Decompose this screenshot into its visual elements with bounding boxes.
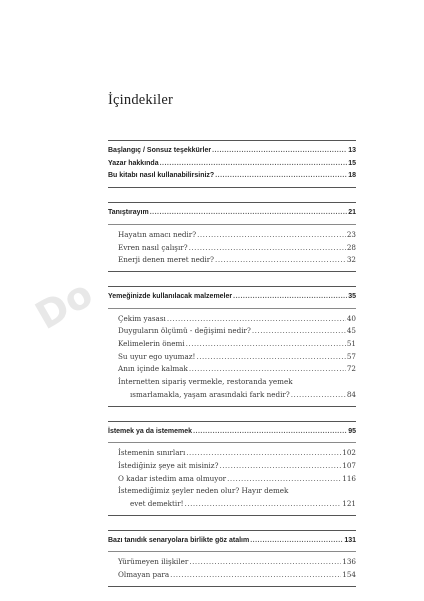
toc-subentry[interactable] [108, 338, 356, 351]
toc-entry-text: İstemenin sınırları [118, 448, 186, 458]
toc-page-number: 32 [346, 255, 356, 265]
toc-subentry[interactable] [108, 485, 356, 498]
toc-page-number: 13 [348, 147, 356, 154]
dot-leader [252, 325, 346, 338]
dot-leader [170, 569, 341, 582]
toc-entry-text: Anın içinde kalmak [118, 364, 188, 374]
toc-chapter[interactable] [108, 170, 356, 183]
toc-entry-text: Olmayan para [118, 570, 170, 580]
toc-page-number: 116 [342, 473, 356, 483]
dot-leader [212, 145, 347, 158]
toc-page-number: 23 [346, 229, 356, 239]
dot-leader [167, 313, 346, 326]
toc-entry-text: Duyguların ölçümü - değişimi nedir? [118, 326, 251, 336]
toc-page-number: 154 [342, 570, 356, 580]
toc-page-number: 136 [342, 557, 356, 567]
toc-subentry[interactable] [108, 460, 356, 473]
toc-entry-text: Hayatın amacı nedir? [118, 229, 197, 239]
toc-entry-text: Çekim yasası [118, 313, 166, 323]
dot-leader [233, 291, 347, 304]
dot-leader [250, 535, 343, 548]
dot-leader [189, 242, 346, 255]
dot-leader [150, 207, 347, 220]
dot-leader [189, 363, 346, 376]
toc-chapter[interactable] [108, 145, 356, 158]
toc-chapter[interactable] [108, 426, 356, 439]
dot-leader [186, 447, 341, 460]
toc-page-number: 131 [344, 536, 356, 544]
table-of-contents [108, 140, 356, 601]
toc-page-number: 84 [346, 389, 356, 399]
toc-chapter[interactable] [108, 291, 356, 304]
toc-entry-text: İstediğiniz şeye ait misiniz? [118, 460, 219, 470]
toc-page-number: 51 [346, 339, 356, 349]
toc-entry-text: Su uyur ego uyumaz! [118, 351, 196, 361]
toc-entry-text: Kelimelerin önemi [118, 339, 185, 349]
toc-chapter[interactable] [108, 207, 356, 220]
toc-entry-text: İstemediğimiz şeyler neden olur? Hayır demek [118, 486, 289, 496]
toc-page-number: 18 [348, 172, 356, 180]
toc-subentry[interactable] [108, 569, 356, 582]
toc-entry-text: Evren nasıl çalışır? [118, 242, 188, 252]
toc-subentry[interactable] [108, 254, 356, 267]
toc-page-number: 15 [348, 159, 356, 167]
dot-leader [215, 170, 347, 183]
toc-subentry[interactable] [108, 556, 356, 569]
dot-leader [193, 426, 347, 439]
toc-entry-text: İstemek ya da istememek [108, 427, 193, 435]
toc-entry-text: ısmarlamakla, yaşam arasındaki fark nedir? [130, 389, 290, 399]
toc-page-number: 28 [346, 242, 356, 252]
toc-subentry[interactable] [108, 351, 356, 364]
toc-entry-text: Tanıştırayım [108, 209, 149, 217]
dot-leader [185, 498, 342, 511]
toc-entry-text: O kadar istedim ama olmuyor [118, 473, 227, 483]
toc-chapter[interactable] [108, 535, 356, 548]
dot-leader [189, 556, 341, 569]
toc-entry-text: Başlangıç / Sonsuz teşekkürler [108, 147, 212, 154]
dot-leader [160, 158, 348, 171]
toc-entry-text: Yemeğinizde kullanılacak malzemeler [108, 292, 233, 300]
toc-entry-text: Yazar hakkında [108, 159, 159, 167]
toc-subentry[interactable] [108, 498, 356, 511]
dot-leader [186, 338, 346, 351]
toc-page-number: 45 [346, 326, 356, 336]
toc-page-number: 102 [342, 448, 356, 458]
toc-entry-text: Enerji denen meret nedir? [118, 255, 215, 265]
toc-subentry[interactable] [108, 363, 356, 376]
toc-entry-text: İnternetten sipariş vermekle, restoranda yemek [118, 377, 293, 387]
toc-subentry[interactable] [108, 242, 356, 255]
toc-subentry[interactable] [108, 325, 356, 338]
toc-page-number: 121 [342, 499, 356, 509]
toc-page-number: 21 [348, 209, 356, 217]
toc-page-number: 95 [348, 427, 356, 435]
toc-entry-text: Yürümeyen ilişkiler [118, 557, 189, 567]
toc-page-number: 35 [348, 292, 356, 300]
dot-leader [215, 254, 346, 267]
dot-leader [197, 229, 346, 242]
dot-leader [196, 351, 345, 364]
toc-subentry[interactable] [108, 447, 356, 460]
toc-chapter[interactable] [108, 158, 356, 171]
toc-page-number: 57 [346, 351, 356, 361]
dot-leader [227, 473, 341, 486]
watermark: Do [28, 271, 100, 339]
toc-subentry[interactable] [108, 313, 356, 326]
toc-entry-text: evet demektir! [130, 499, 184, 509]
page-title: İçindekiler [108, 92, 174, 108]
toc-subentry[interactable] [108, 389, 356, 402]
toc-entry-text: Bazı tanıdık senaryolara birlikte göz atalım [108, 536, 250, 544]
toc-page-number: 40 [346, 313, 356, 323]
dot-leader [219, 460, 341, 473]
toc-subentry[interactable] [108, 376, 356, 389]
toc-entry-text: Bu kitabı nasıl kullanabilirsiniz? [108, 172, 215, 180]
toc-subentry[interactable] [108, 229, 356, 242]
toc-subentry[interactable] [108, 473, 356, 486]
dot-leader [291, 389, 346, 402]
toc-page-number: 107 [342, 460, 356, 470]
toc-page-number: 72 [346, 364, 356, 374]
